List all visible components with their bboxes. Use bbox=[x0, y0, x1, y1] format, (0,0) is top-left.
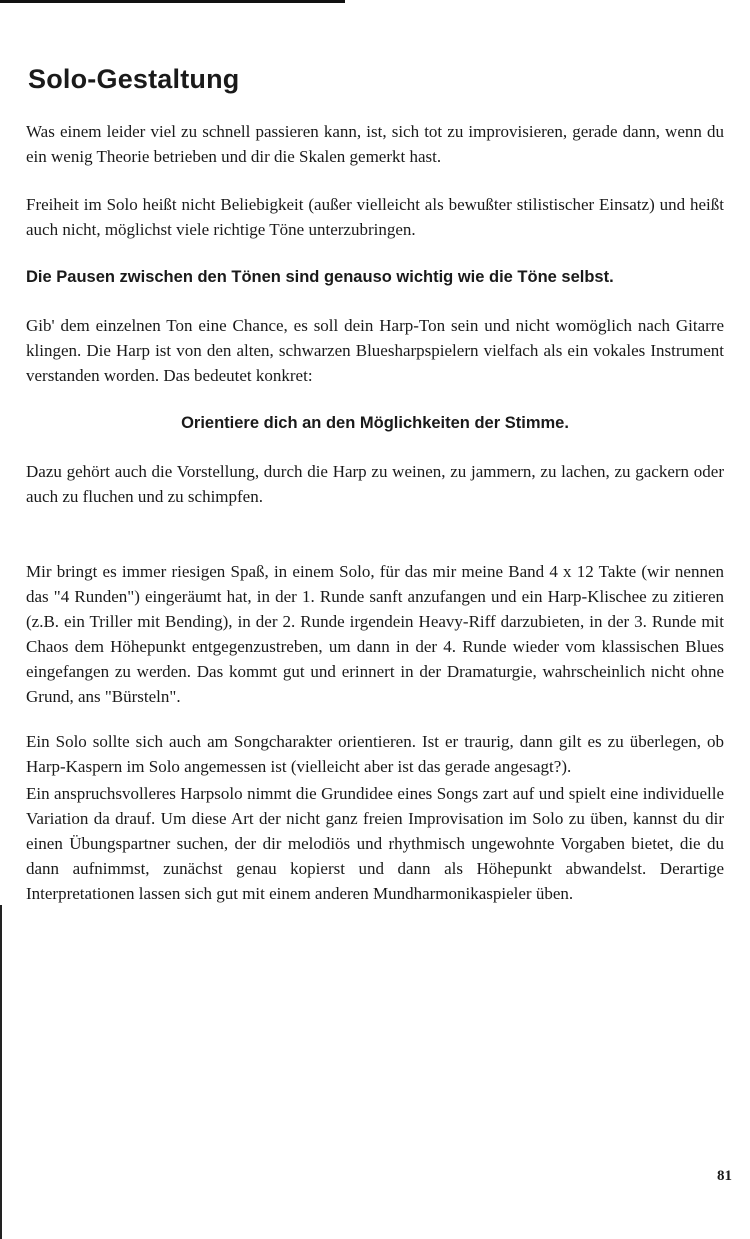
page-title: Solo-Gestaltung bbox=[28, 64, 240, 94]
paragraph-intro: Was einem leider viel zu schnell passieren kann, ist, sich tot zu improvisieren, gerade dann, wenn du ein wenig Theorie betrieben und dir die Skalen gemerkt hast. bbox=[26, 122, 724, 166]
paragraph-songcharakter: Ein Solo sollte sich auch am Songcharakter orientieren. Ist er traurig, dann gilt es zu überlegen, ob Harp-Kaspern im Solo angemessen ist (vielleicht aber ist das gerade angesagt?). bbox=[26, 732, 724, 776]
emphasis-pausen: Die Pausen zwischen den Tönen sind genauso wichtig wie die Töne selbst. bbox=[26, 268, 614, 286]
page-content bbox=[26, 64, 724, 906]
top-rule bbox=[0, 0, 345, 3]
paragraph-vorstellung: Dazu gehört auch die Vorstellung, durch die Harp zu weinen, zu jammern, zu lachen, zu gackern oder auch zu fluchen und zu schimpfen. bbox=[26, 462, 724, 506]
paragraph-harpsolo: Ein anspruchsvolleres Harpsolo nimmt die Grundidee eines Songs zart auf und spielt eine individuelle Variation da drauf. Um diese Art der nicht ganz freien Improvisation im Solo zu üben, kannst du dir einen Übungspartner suchen, der dir melodiös und rhythmisch ungewohnte Vorgaben bietet, die du dann aufnimmst, zunächst genau kopierst und dann als Höhepunkt abwandelst. Derartige Interpretationen lassen sich gut mit einem anderen Mundharmonikaspieler üben. bbox=[26, 784, 724, 903]
page-number: 81 bbox=[717, 1168, 732, 1184]
paragraph-runden: Mir bringt es immer riesigen Spaß, in einem Solo, für das mir meine Band 4 x 12 Takte (wir nennen das "4 Runden") eingeräumt hat, in der 1. Runde sanft anzufangen und ein Harp-Klischee zu zitieren (z.B. ein Triller mit Bending), in der 2. Runde irgendein Heavy-Riff darzubieten, in der 3. Runde mit Chaos dem Höhepunkt entgegenzustreben, um dann in der 4. Runde wieder vom klassischen Blues eingefangen zu werden. Das kommt gut und erinnert in der Dramaturgie, wahrscheinlich nicht ohne Grund, ans "Bürsteln". bbox=[26, 562, 724, 706]
paragraph-freiheit: Freiheit im Solo heißt nicht Beliebigkeit (außer vielleicht als bewußter stilistischer Einsatz) und heißt auch nicht, möglichst viele richtige Töne unterzubringen. bbox=[26, 195, 724, 239]
paragraph-harp-ton: Gib' dem einzelnen Ton eine Chance, es soll dein Harp-Ton sein und nicht womöglich nach Gitarre klingen. Die Harp ist von den alten, schwarzen Bluesharpspielern vielfach als ein vokales Instrument verstanden worden. Das bedeutet konkret: bbox=[26, 316, 724, 385]
page-edge-line bbox=[0, 905, 2, 1239]
emphasis-stimme: Orientiere dich an den Möglichkeiten der Stimme. bbox=[181, 414, 569, 432]
